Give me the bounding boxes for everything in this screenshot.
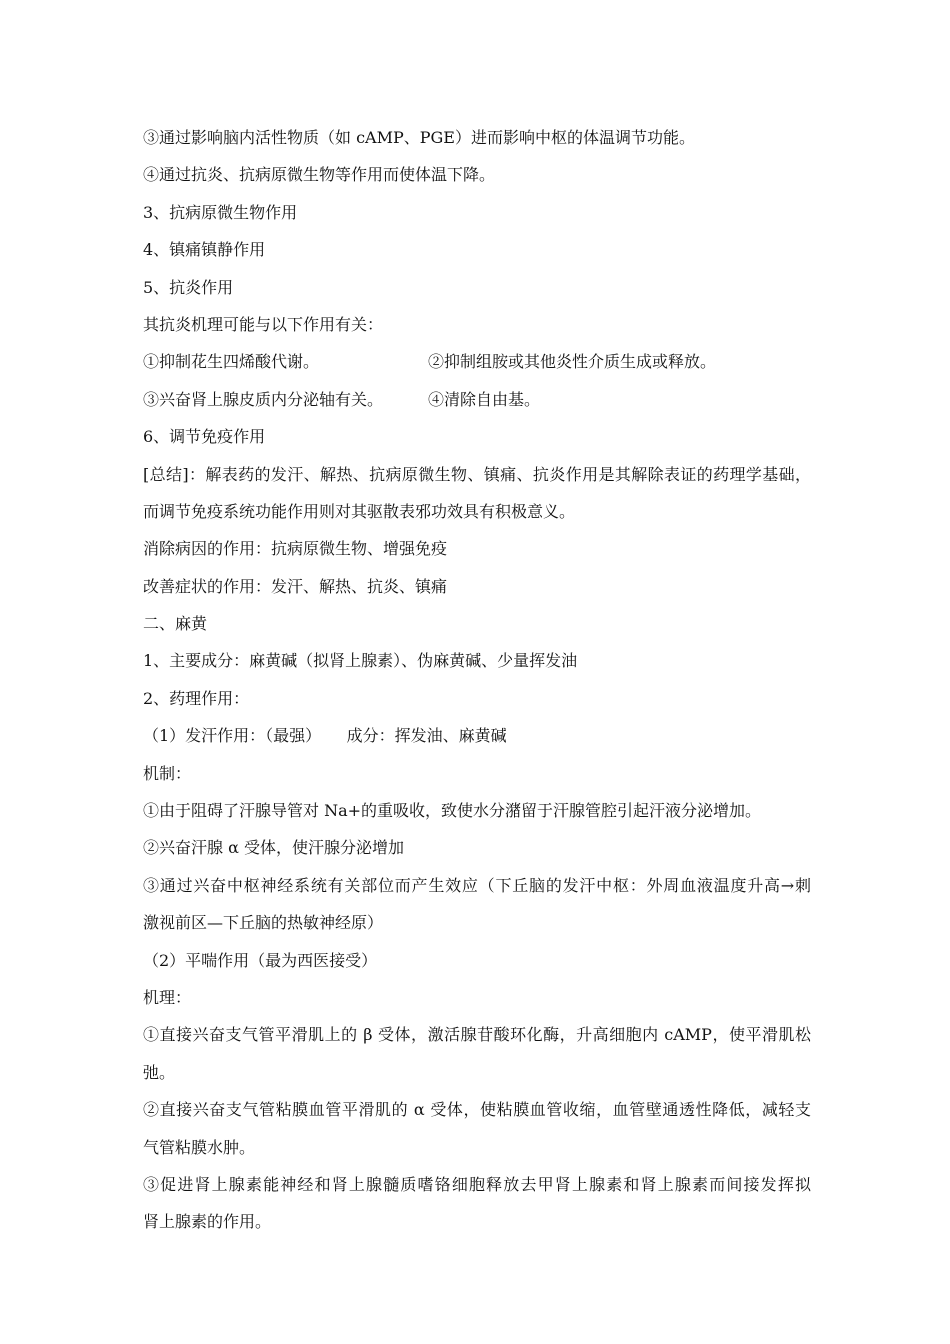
section-heading: 6、调节免疫作用 — [143, 427, 266, 447]
list-item-continuation: 肾上腺素的作用。 — [143, 1212, 272, 1232]
list-item: ④清除自由基。 — [428, 389, 541, 409]
text-line: 1、主要成分：麻黄碱（拟肾上腺素）、伪麻黄碱、少量挥发油 — [143, 651, 578, 671]
list-item: ③通过兴奋中枢神经系统有关部位而产生效应（下丘脑的发汗中枢：外周血液温度升高→刺 — [143, 875, 811, 895]
section-heading: 4、镇痛镇静作用 — [143, 240, 266, 260]
section-heading: 3、抗病原微生物作用 — [143, 202, 298, 222]
list-item: ①直接兴奋支气管平滑肌上的 β 受体，激活腺苷酸环化酶，升高细胞内 cAMP，使平滑肌松 — [143, 1025, 811, 1045]
summary-line: [总结]：解表药的发汗、解热、抗病原微生物、镇痛、抗炎作用是其解除表证的药理学基础， — [143, 464, 811, 484]
list-item-continuation: 激视前区—下丘脑的热敏神经原） — [143, 913, 384, 933]
text-line: 改善症状的作用：发汗、解热、抗炎、镇痛 — [143, 576, 448, 596]
text-line: ④通过抗炎、抗病原微生物等作用而使体温下降。 — [143, 165, 496, 185]
list-item: ②直接兴奋支气管粘膜血管平滑肌的 α 受体，使粘膜血管收缩，血管壁通透性降低，减轻支 — [143, 1100, 811, 1120]
two-column-row — [143, 381, 811, 418]
text-line: 消除病因的作用：抗病原微生物、增强免疫 — [143, 539, 448, 559]
list-item: ①抑制花生四烯酸代谢。 — [143, 352, 320, 372]
subsection-heading: （1）发汗作用：（最强） 成分：挥发油、麻黄碱 — [143, 726, 507, 746]
text-line: 2、药理作用： — [143, 688, 250, 708]
list-item-continuation: 气管粘膜水肿。 — [143, 1137, 256, 1157]
list-item: ②兴奋汗腺 α 受体，使汗腺分泌增加 — [143, 838, 404, 858]
text-line: 机理： — [143, 987, 192, 1007]
list-item: ③促进肾上腺素能神经和肾上腺髓质嗜铬细胞释放去甲肾上腺素和肾上腺素而间接发挥拟 — [143, 1174, 811, 1194]
two-column-row — [143, 343, 811, 380]
list-item: ①由于阻碍了汗腺导管对 Na+的重吸收，致使水分潴留于汗腺管腔引起汗液分泌增加。 — [143, 801, 762, 821]
text-line: 其抗炎机理可能与以下作用有关： — [143, 314, 384, 334]
chapter-heading: 二、麻黄 — [143, 614, 208, 634]
list-item-continuation: 弛。 — [143, 1062, 176, 1082]
text-line: ③通过影响脑内活性物质（如 cAMP、PGE）进而影响中枢的体温调节功能。 — [143, 128, 695, 147]
document-body — [143, 119, 811, 1241]
text-line: 机制： — [143, 763, 192, 783]
summary-line: 而调节免疫系统功能作用则对其驱散表邪功效具有积极意义。 — [143, 501, 576, 521]
section-heading: 5、抗炎作用 — [143, 277, 234, 297]
subsection-heading: （2）平喘作用（最为西医接受） — [143, 950, 378, 970]
list-item: ③兴奋肾上腺皮质内分泌轴有关。 — [143, 389, 384, 409]
list-item: ②抑制组胺或其他炎性介质生成或释放。 — [428, 352, 717, 372]
